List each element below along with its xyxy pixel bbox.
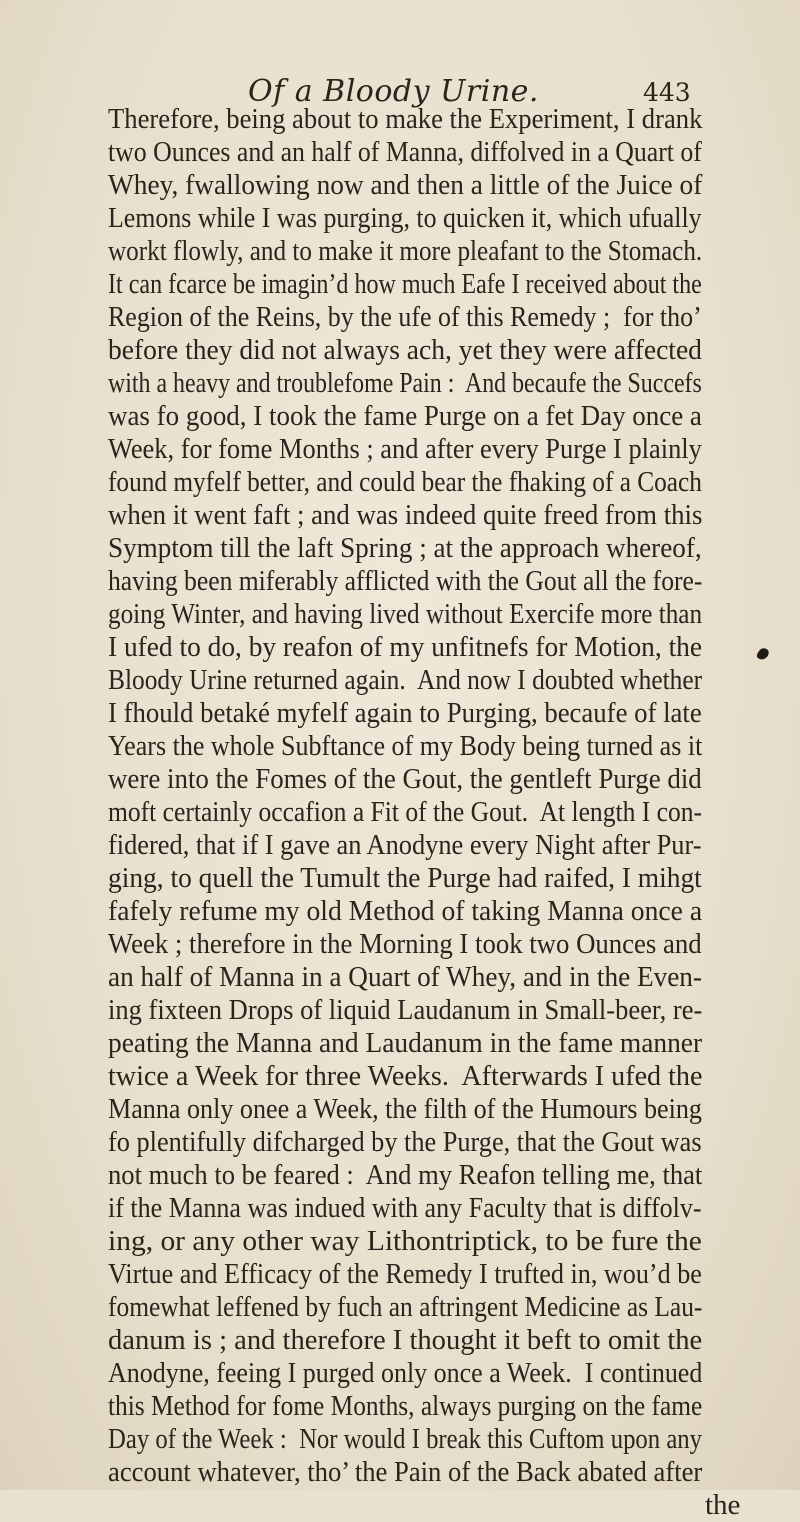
text-line: was fo good, I took the fame Purge on a fet Day once a [108,400,702,432]
text-line: account whatever, tho’ the Pain of the Back abated after [108,1456,703,1488]
text-line: before they did not always ach, yet they were affected [108,334,702,366]
text-line: an half of Manna in a Quart of Whey, and in the Even- [108,961,702,993]
text-line: Whey, fwallowing now and then a little of the Juice of [108,169,703,201]
text-line: not much to be feared : And my Reafon telling me, that [108,1159,703,1191]
text-line: if the Manna was indued with any Faculty that is diffolv- [108,1192,702,1224]
text-line: peating the Manna and Laudanum in the fame manner [108,1027,703,1059]
text-line: Region of the Reins, by the ufe of this Remedy ; for tho’ [108,301,702,333]
running-title: Of a Bloody Urine. [248,74,539,109]
page-number: 443 [643,78,691,107]
text-line: I ufed to do, by reafon of my unfitnefs for Motion, the [108,631,703,663]
text-line: workt flowly, and to make it more pleafant to the Stomach. [108,235,703,267]
text-line: I fhould betaké myfelf again to Purging, becaufe of late [108,697,702,729]
ink-speck [756,646,771,661]
text-line: with a heavy and troublefome Pain : And becaufe the Succefs [108,367,702,399]
text-line: ging, to quell the Tumult the Purge had raifed, I mihgt [108,862,702,894]
text-line: when it went faft ; and was indeed quite freed from this [108,499,703,531]
text-line: fomewhat leffened by fuch an aftringent Medicine as Lau- [108,1291,703,1323]
text-line: danum is ; and therefore I thought it beft to omit the [108,1324,703,1356]
text-line: two Ounces and an half of Manna, diffolved in a Quart of [108,136,702,168]
text-line: found myfelf better, and could bear the fhaking of a Coach [108,466,702,498]
text-line: moft certainly occafion a Fit of the Gout. At length I con- [108,796,703,828]
catchword: the [705,1489,741,1521]
text-line: Therefore, being about to make the Experiment, I drank [108,103,703,135]
text-line: going Winter, and having lived without Exercife more than [108,598,703,630]
text-line: Manna only onee a Week, the filth of the Humours being [108,1093,702,1125]
text-line: fafely refume my old Method of taking Manna once a [108,895,703,927]
text-line: Bloody Urine returned again. And now I doubted whether [108,664,703,696]
text-line: twice a Week for three Weeks. Afterwards I ufed the [108,1060,703,1092]
text-line: Anodyne, feeing I purged only once a Week. I continued [108,1357,703,1389]
text-line: Day of the Week : Nor would I break this Cuftom upon any [108,1423,703,1455]
text-line: Virtue and Efficacy of the Remedy I trufted in, wou’d be [108,1258,702,1290]
text-line: ing fixteen Drops of liquid Laudanum in Small-beer, re- [108,994,703,1026]
text-line: having been miferably afflicted with the Gout all the fore- [108,565,703,597]
text-line: Week ; therefore in the Morning I took two Ounces and [108,928,702,960]
text-line: fo plentifully difcharged by the Purge, that the Gout was [108,1126,702,1158]
text-line: Week, for fome Months ; and after every Purge I plainly [108,433,702,465]
text-line: Lemons while I was purging, to quicken it, which ufually [108,202,702,234]
text-line: Years the whole Subftance of my Body being turned as it [108,730,703,762]
text-line: fidered, that if I gave an Anodyne every Night after Pur- [108,829,702,861]
text-line: Symptom till the laft Spring ; at the approach whereof, [108,532,702,564]
text-line: It can fcarce be imagin’d how much Eafe I received about the [108,268,702,300]
text-line: this Method for fome Months, always purging on the fame [108,1390,703,1422]
text-line: ing, or any other way Lithontriptick, to be fure the [108,1225,702,1257]
text-line: were into the Fomes of the Gout, the gentleft Purge did [108,763,702,795]
